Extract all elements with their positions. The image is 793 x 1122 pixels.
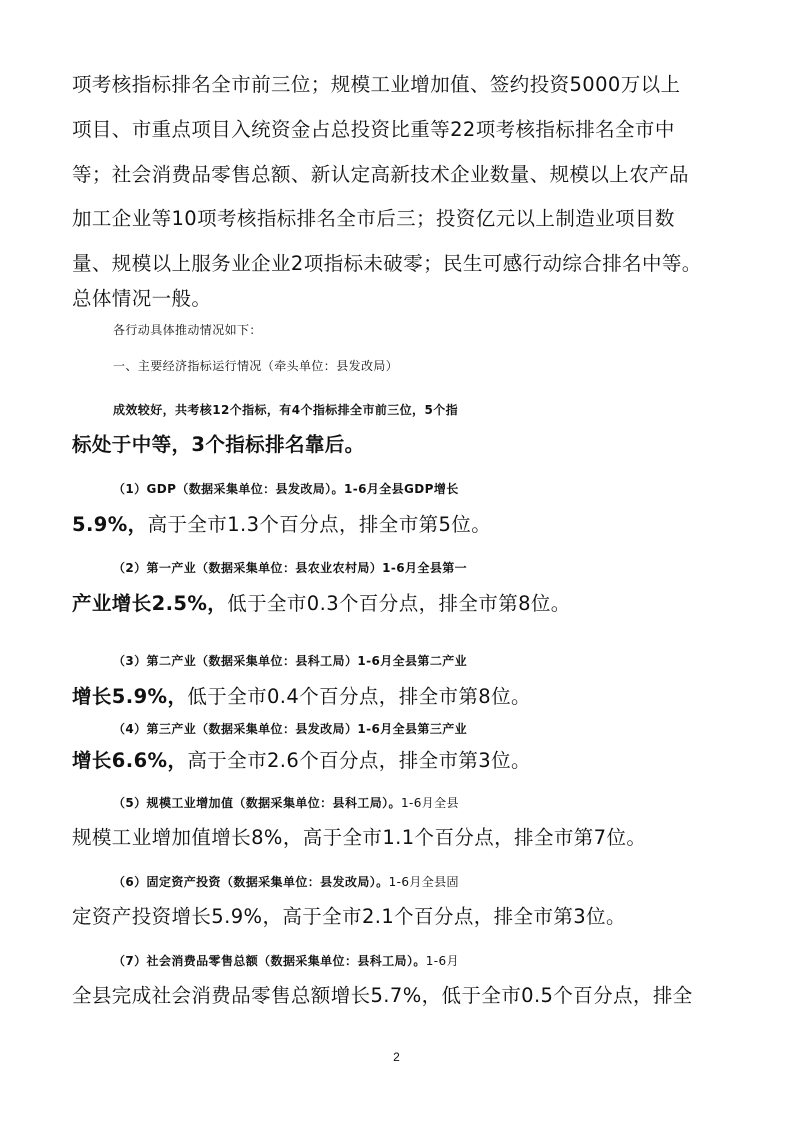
item-fixed-investment-detail: 1-6月全县固 [388, 875, 459, 889]
item-secondary-industry-highlight: 增长5.9%， [72, 685, 188, 708]
item-secondary-industry-line [72, 682, 722, 712]
item-retail-sales-line [113, 946, 763, 976]
item-tertiary-industry-detail: 高于全市2.6个百分点，排全市第3位。 [187, 749, 531, 772]
paragraph-line: 项目、市重点项目入统资金占总投资比重等22项考核指标排名全市中 [72, 118, 675, 141]
item-gdp-highlight: 5.9%， [72, 513, 148, 536]
item-retail-sales-detail: 1-6月 [425, 954, 459, 968]
item-fixed-investment-line: 定资产投资增长5.9%，高于全市2.1个百分点，排全市第3位。 [72, 905, 626, 928]
item-industrial-value-line [113, 788, 763, 818]
section-heading: 一、主要经济指标运行情况（牵头单位：县发改局） [113, 359, 399, 373]
item-industrial-value-title: （5）规模工业增加值（数据采集单位：县科工局）。 [113, 796, 401, 810]
summary-line: 成效较好，共考核12个指标，有4个指标排全市前三位，5个指 [113, 403, 459, 417]
item-retail-sales-line: 全县完成社会消费品零售总额增长5.7%，低于全市0.5个百分点，排全 [72, 984, 693, 1007]
summary-line: 标处于中等，3个指标排名靠后。 [72, 433, 365, 456]
item-industrial-value-line: 规模工业增加值增长8%，高于全市1.1个百分点，排全市第7位。 [72, 826, 647, 849]
item-primary-industry-detail: 低于全市0.3个百分点，排全市第8位。 [227, 592, 571, 615]
item-secondary-industry-line: （3）第二产业（数据采集单位：县科工局）1-6月全县第二产业 [113, 654, 468, 668]
item-secondary-industry-detail: 低于全市0.4个百分点，排全市第8位。 [187, 685, 531, 708]
item-primary-industry-highlight: 产业增长2.5%， [72, 592, 228, 615]
item-primary-industry-line [72, 589, 722, 619]
page-number: 2 [393, 1050, 400, 1064]
paragraph-line: 加工企业等10项考核指标排名全市后三；投资亿元以上制造业项目数 [72, 207, 675, 230]
item-gdp-line: （1）GDP（数据采集单位：县发改局）。1-6月全县GDP增长 [113, 482, 459, 496]
item-retail-sales-title: （7）社会消费品零售总额（数据采集单位：县科工局）。 [113, 954, 426, 968]
paragraph-line: 项考核指标排名全市前三位；规模工业增加值、签约投资5000万以上 [72, 73, 681, 96]
item-gdp-detail: 高于全市1.3个百分点，排全市第5位。 [147, 513, 492, 536]
item-tertiary-industry-highlight: 增长6.6%， [72, 749, 188, 772]
item-gdp-line [72, 510, 722, 540]
paragraph-line: 总体情况一般。 [72, 287, 212, 310]
item-primary-industry-line: （2）第一产业（数据采集单位：县农业农村局）1-6月全县第一 [113, 561, 468, 575]
item-fixed-investment-title: （6）固定资产投资（数据采集单位：县发改局）。 [113, 875, 389, 889]
item-industrial-value-detail: 1-6月全县 [400, 796, 459, 810]
item-fixed-investment-line [113, 867, 763, 897]
item-tertiary-industry-line [72, 746, 722, 776]
paragraph-line: 量、规模以上服务业企业2项指标未破零；民生可感行动综合排名中等。 [72, 252, 702, 275]
lead-in-text: 各行动具体推动情况如下： [113, 323, 262, 337]
paragraph-line: 等；社会消费品零售总额、新认定高新技术企业数量、规模以上农产品 [72, 163, 689, 186]
item-tertiary-industry-line: （4）第三产业（数据采集单位：县发改局）1-6月全县第三产业 [113, 722, 468, 736]
